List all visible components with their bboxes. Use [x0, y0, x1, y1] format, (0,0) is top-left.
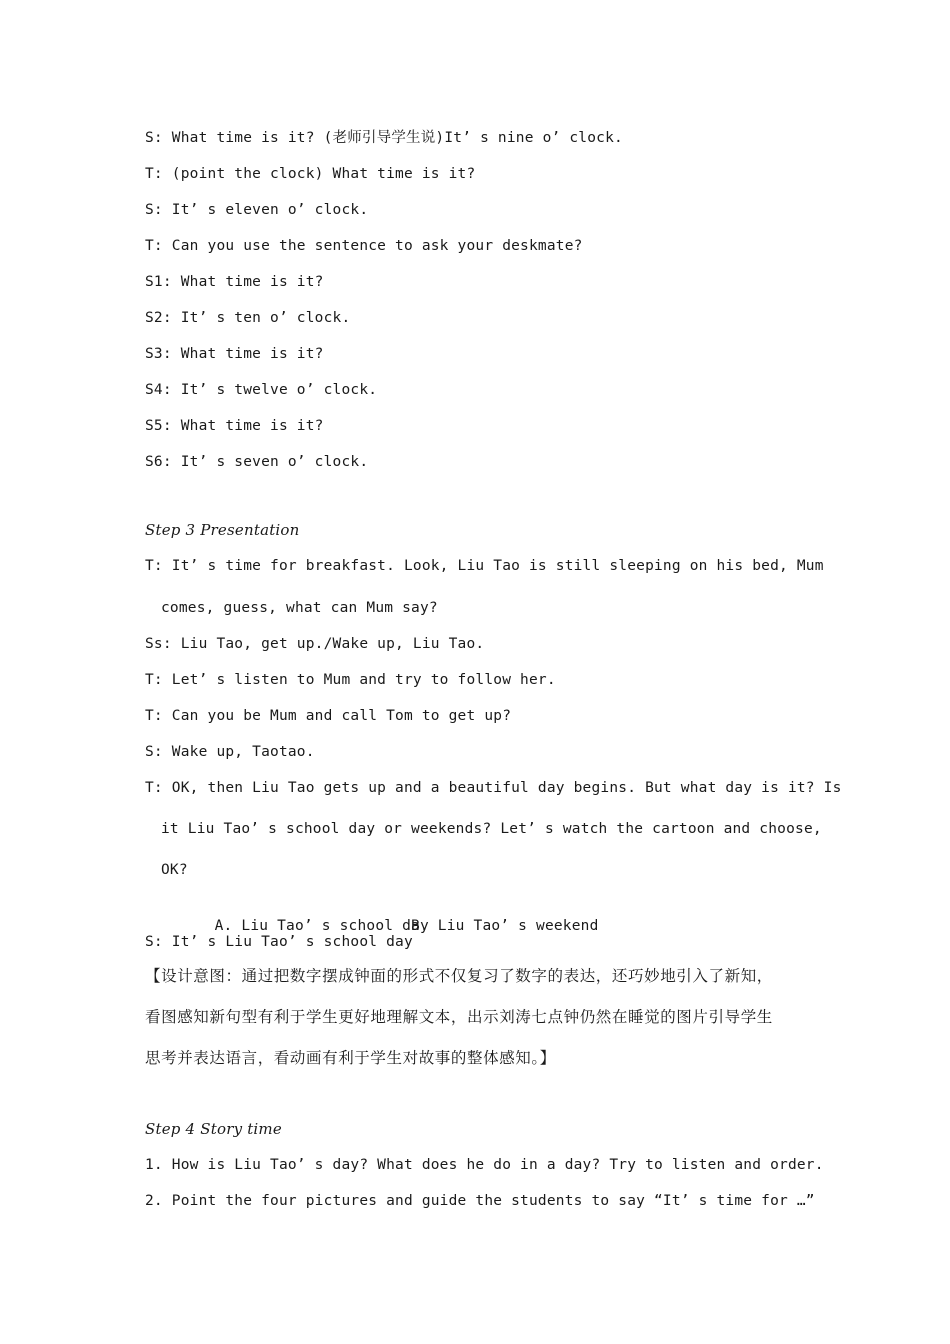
option-b: B. Liu Tao’ s weekend	[411, 918, 599, 934]
dialogue-line: S: It’ s eleven o’ clock.	[145, 202, 369, 218]
dialogue-line: S: What time is it? (老师引导学生说)It’ s nine o’ clock.	[145, 130, 623, 146]
dialogue-line: comes, guess, what can Mum say?	[161, 600, 438, 616]
dialogue-line: S4: It’ s twelve o’ clock.	[145, 382, 378, 398]
dialogue-line: OK?	[161, 862, 188, 878]
step4-heading: Step 4 Story time	[145, 1120, 282, 1138]
dialogue-line: S2: It’ s ten o’ clock.	[145, 310, 351, 326]
dialogue-line: S3: What time is it?	[145, 346, 324, 362]
dialogue-line: S1: What time is it?	[145, 274, 324, 290]
dialogue-line: T: It’ s time for breakfast. Look, Liu Tao is still sleeping on his bed, Mum	[145, 558, 824, 574]
list-item: 2. Point the four pictures and guide the students to say “It’ s time for …”	[145, 1193, 815, 1209]
design-note-line: 看图感知新句型有利于学生更好地理解文本，出示刘涛七点钟仍然在睡觉的图片引导学生	[145, 1008, 773, 1026]
list-item: 1. How is Liu Tao’ s day? What does he do in a day? Try to listen and order.	[145, 1157, 824, 1173]
design-note-line: 【设计意图：通过把数字摆成钟面的形式不仅复习了数字的表达，还巧妙地引入了新知，	[145, 967, 773, 985]
dialogue-line: T: Let’ s listen to Mum and try to follow her.	[145, 672, 556, 688]
design-note-line: 思考并表达语言，看动画有利于学生对故事的整体感知。】	[145, 1049, 556, 1067]
dialogue-line: it Liu Tao’ s school day or weekends? Let’ s watch the cartoon and choose,	[161, 821, 822, 837]
dialogue-line: S5: What time is it?	[145, 418, 324, 434]
step3-heading: Step 3 Presentation	[145, 521, 300, 539]
dialogue-line: T: Can you use the sentence to ask your deskmate?	[145, 238, 583, 254]
dialogue-line: S6: It’ s seven o’ clock.	[145, 454, 369, 470]
dialogue-line: T: (point the clock) What time is it?	[145, 166, 476, 182]
dialogue-line: S: Wake up, Taotao.	[145, 744, 315, 760]
dialogue-line: T: OK, then Liu Tao gets up and a beautiful day begins. But what day is it? Is	[145, 780, 842, 796]
option-a: A. Liu Tao’ s school day	[214, 918, 429, 934]
dialogue-line: T: Can you be Mum and call Tom to get up?	[145, 708, 512, 724]
dialogue-line: S: It’ s Liu Tao’ s school day	[145, 934, 413, 950]
dialogue-line: Ss: Liu Tao, get up./Wake up, Liu Tao.	[145, 636, 485, 652]
